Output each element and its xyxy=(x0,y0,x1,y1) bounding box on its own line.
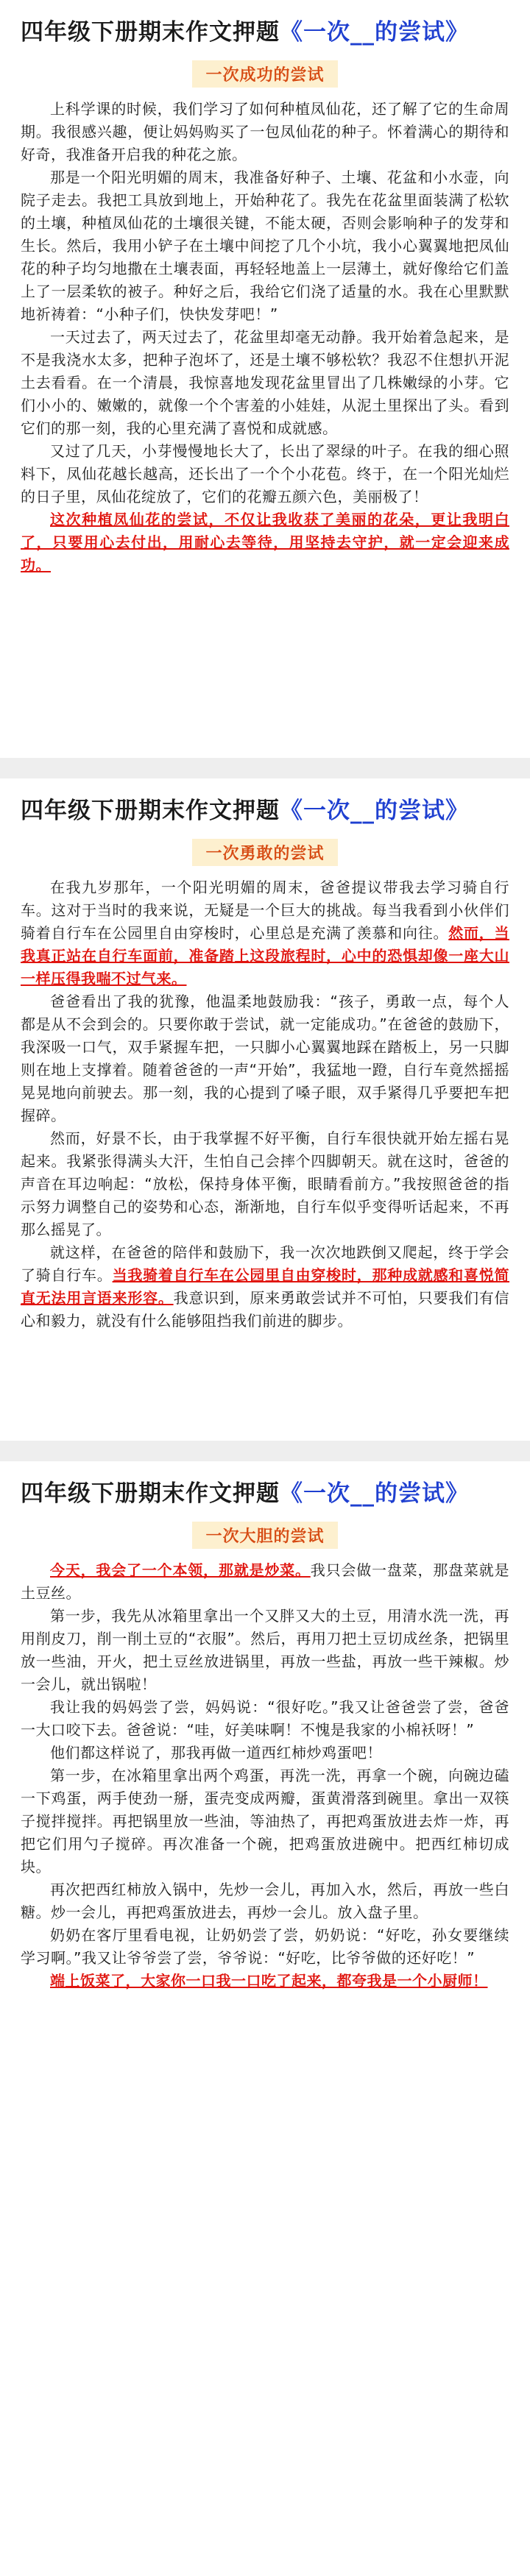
paragraph: 上科学课的时候，我们学习了如何种植凤仙花，还了解了它的生命周期。我很感兴趣，便让妈妈购买了一包凤仙花的种子。怀着满心的期待和好奇，我准备开启我的种花之旅。 xyxy=(21,100,509,163)
highlighted-sentence: 然而，当我真正站在自行车面前，准备踏上这段旅程时，心中的恐惧却像一座大山一样压得我喘不过气来。 xyxy=(21,924,510,987)
paragraph: 第一步，我先从冰箱里拿出一个又胖又大的土豆，用清水洗一洗，再用削皮刀，削一削土豆的“衣服”。然后，再用刀把土豆切成丝条，把锅里放一些油，开火，把土豆丝放进锅里，再放一些盐，再放一些干辣椒。炒一会儿，就出锅啦！ xyxy=(21,1607,509,1693)
paragraph-text: 我意识到，原来勇敢尝试并不可怕，只要我们有信心和毅力，就没有什么能够阻挡我们前进的脚步。 xyxy=(21,1289,510,1330)
paragraph xyxy=(21,1241,509,1333)
paragraph: 爸爸看出了我的犹豫，他温柔地鼓励我：“孩子，勇敢一点，每个人都是从不会到会的。只要你敢于尝试，就一定能成功。”在爸爸的鼓励下，我深吸一口气，双手紧握车把，一只脚小心翼翼地踩在踏板上，另一只脚则在地上支撑着。随着爸爸的一声“开始”，我猛地一蹬，自行车竟然摇摇晃晃地向前驶去。那一刻，我的心提到了嗓子眼，双手紧得几乎要把车把握碎。 xyxy=(21,993,509,1124)
highlighted-sentence: 当我骑着自行车在公园里自由穿梭时，那种成就感和喜悦简直无法用言语来形容。 xyxy=(21,1266,510,1307)
title-text: 四年级下册期末作文押题 xyxy=(21,1480,280,1507)
essay-subtitle: 一次勇敢的尝试 xyxy=(192,839,337,866)
essay-subtitle: 一次大胆的尝试 xyxy=(192,1522,337,1549)
paragraph: 我让我的妈妈尝了尝，妈妈说：“很好吃。”我又让爸爸尝了尝，爸爸一大口咬下去。爸爸说：“哇，好美味啊！不愧是我家的小棉袄呀！” xyxy=(21,1698,509,1739)
paragraph-text: 就这样，在爸爸的陪伴和鼓励下，我一次次地跌倒又爬起，终于学会了骑自行车。 xyxy=(21,1243,509,1284)
title-text: 四年级下册期末作文押题 xyxy=(21,19,280,46)
essay-subtitle: 一次成功的尝试 xyxy=(192,60,337,88)
title-highlight: 《一次__的尝试》 xyxy=(280,798,469,824)
paragraph xyxy=(21,876,509,990)
paragraph: 奶奶在客厅里看电视，让奶奶尝了尝，奶奶说：“好吃，孙女要继续学习啊。”我又让爷爷尝了尝，爷爷说：“好吃，比爷爷做的还好吃！” xyxy=(21,1926,509,1967)
paragraph: 一天过去了，两天过去了，花盆里却毫无动静。我开始着急起来，是不是我浇水太多，把种子泡坏了，还是土壤不够松软？我忍不住想扒开泥土去看看。在一个清晨，我惊喜地发现花盆里冒出了几株嫩绿的小芽。它们小小的、嫩嫩的，就像一个个害羞的小娃娃，从泥土里探出了头。看到它们的那一刻，我的心里充满了喜悦和成就感。 xyxy=(21,328,509,437)
section-divider xyxy=(0,758,530,778)
section-title xyxy=(21,0,509,47)
section-title xyxy=(21,1461,509,1508)
highlighted-sentence: 今天，我会了一个本领，那就是炒菜。 xyxy=(50,1561,311,1579)
title-text: 四年级下册期末作文押题 xyxy=(21,798,280,824)
paragraph: 第一步，在冰箱里拿出两个鸡蛋，再洗一洗，再拿一个碗，向碗边磕一下鸡蛋，两手使劲一掰，蛋壳变成两瓣，蛋黄滑落到碗里。拿出一双筷子搅拌搅拌。再把锅里放一些油，等油热了，再把鸡蛋放进去炸一炸，再把它们用勺子搅碎。再次准备一个碗，把鸡蛋放进碗中。把西红柿切成块。 xyxy=(21,1767,509,1876)
paragraph: 那是一个阳光明媚的周末，我准备好种子、土壤、花盆和小水壶，向院子走去。我把工具放到地上，开始种花了。我先在花盆里面装满了松软的土壤，种植凤仙花的土壤很关键，不能太硬，否则会影响种子的发芽和生长。然后，我用小铲子在土壤中间挖了几个小坑，我小心翼翼地把凤仙花的种子均匀地撒在土壤表面，再轻轻地盖上一层薄土，就好像给它们盖上了一层柔软的被子。种好之后，我给它们浇了适量的水。我在心里默默地祈祷着：“小种子们，快快发芽吧！” xyxy=(21,168,509,323)
paragraph-text: 在我九岁那年，一个阳光明媚的周末，爸爸提议带我去学习骑自行车。这对于当时的我来说，无疑是一个巨大的挑战。每当我看到小伙伴们骑着自行车在公园里自由穿梭时，心里总是充满了羡慕和向往。 xyxy=(21,879,509,942)
essay-body xyxy=(21,876,509,1333)
paragraph xyxy=(21,1559,509,1605)
essay-section-3 xyxy=(0,1461,530,2576)
conclusion-paragraph: 端上饭菜了，大家你一口我一口吃了起来，都夸我是一个小厨师！ xyxy=(50,1972,488,1990)
conclusion-paragraph: 这次种植凤仙花的尝试，不仅让我收获了美丽的花朵，更让我明白了，只要用心去付出，用耐心去等待，用坚持去守护，就一定会迎来成功。 xyxy=(21,511,509,574)
essay-body xyxy=(21,98,509,577)
paragraph-text: 我只会做一盘菜，那盘菜就是土豆丝。 xyxy=(21,1561,510,1602)
essay-section-1 xyxy=(0,0,530,765)
paragraph: 然而，好景不长，由于我掌握不好平衡，自行车很快就开始左摇右晃起来。我紧张得满头大汗，生怕自己会摔个四脚朝天。就在这时，爸爸的声音在耳边响起：“放松，保持身体平衡，眼睛看前方。”我按照爸爸的指示努力调整自己的姿势和心态，渐渐地，自行车似乎变得听话起来，不再那么摇晃了。 xyxy=(21,1129,509,1238)
paragraph: 他们都这样说了，那我再做一道西红柿炒鸡蛋吧！ xyxy=(50,1744,382,1761)
paragraph: 又过了几天，小芽慢慢地长大了，长出了翠绿的叶子。在我的细心照料下，凤仙花越长越高，还长出了一个个小花苞。终于，在一个阳光灿烂的日子里，凤仙花绽放了，它们的花瓣五颜六色，美丽极了！ xyxy=(21,442,509,505)
essay-section-2 xyxy=(0,778,530,1330)
section-title xyxy=(21,778,509,826)
title-highlight: 《一次__的尝试》 xyxy=(280,19,469,46)
title-highlight: 《一次__的尝试》 xyxy=(280,1480,469,1507)
section-divider xyxy=(0,1441,530,1461)
essay-body xyxy=(21,1559,509,1993)
paragraph: 再次把西红柿放入锅中，先炒一会儿，再加入水，然后，再放一些白糖。炒一会儿，再把鸡蛋放进去，再炒一会儿。放入盘子里。 xyxy=(21,1881,509,1921)
